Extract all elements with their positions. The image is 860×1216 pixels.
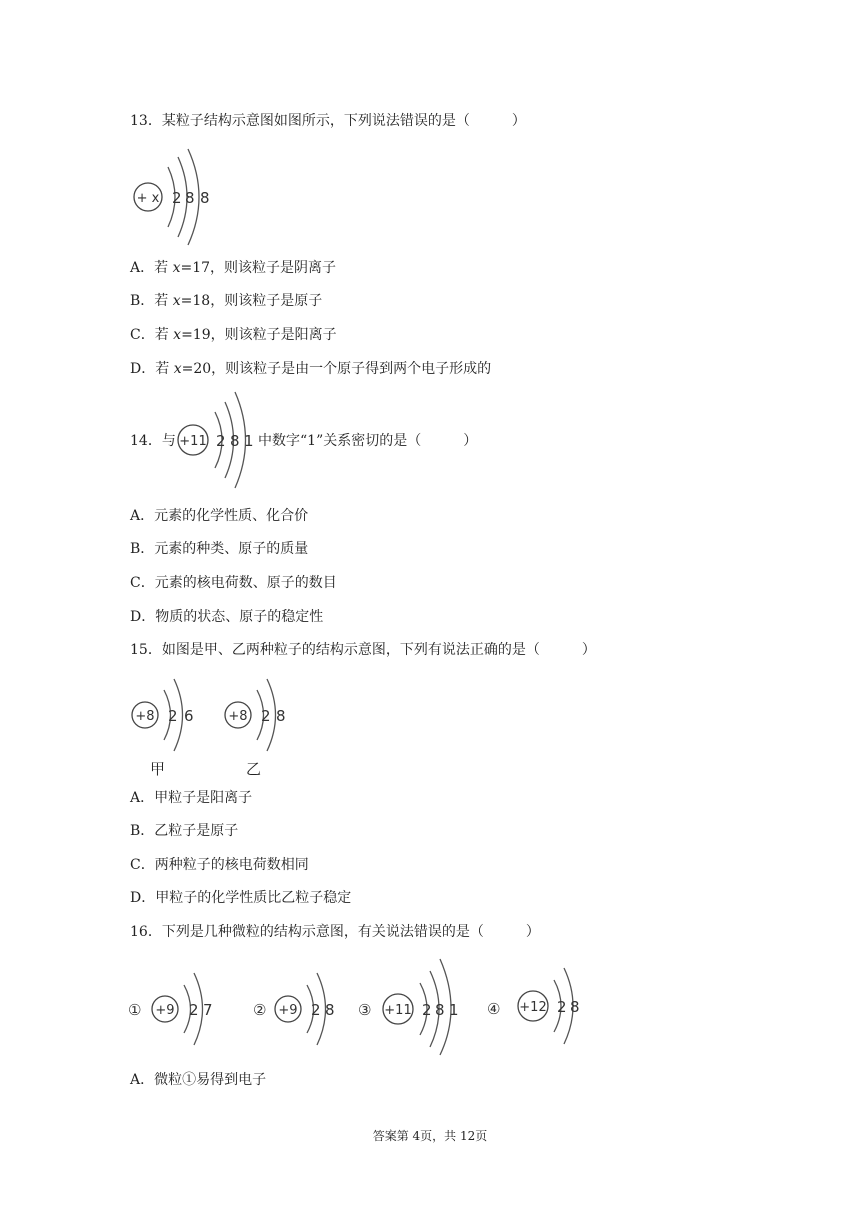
q16-shell-2-2: 8 — [325, 1001, 335, 1019]
q13-nucleus: + x — [136, 191, 160, 206]
q16-stem: 16．下列是几种微粒的结构示意图，有关说法错误的是（ ） — [130, 924, 540, 940]
q15-jia-shell-1: 2 — [168, 707, 178, 725]
q16-shell-4-1: 2 — [557, 998, 567, 1016]
q16-nucleus-3: +11 — [384, 1003, 412, 1018]
q15-jia-nucleus: +8 — [135, 709, 155, 724]
q14-option-d: D．物质的状态、原子的稳定性 — [130, 609, 324, 625]
q13-shell-1: 2 — [172, 189, 182, 207]
q16-shell-4-2: 8 — [570, 998, 580, 1016]
q13-option-b: B．若 x=18，则该粒子是原子 — [130, 293, 323, 309]
q13-option-c: C．若 x=19，则该粒子是阳离子 — [130, 327, 337, 343]
q15-yi-shell-1: 2 — [261, 707, 271, 725]
q16-shell-2-1: 2 — [311, 1001, 321, 1019]
q13-shell-3: 8 — [200, 189, 210, 207]
q15-stem: 15．如图是甲、乙两种粒子的结构示意图，下列有说法正确的是（ ） — [130, 642, 596, 658]
q16-shell-1-1: 2 — [189, 1001, 199, 1019]
q15-caption-jia: 甲 — [150, 760, 166, 778]
q14-stem-before: 14．与 — [130, 433, 176, 449]
q16-label-1: ① — [128, 1001, 142, 1019]
q15-option-c: C．两种粒子的核电荷数相同 — [130, 857, 309, 873]
q16-label-4: ④ — [487, 1000, 501, 1018]
q16-option-a: A．微粒①易得到电子 — [130, 1072, 267, 1088]
q14-shell-2: 8 — [230, 432, 240, 450]
q16-diagram-2 — [253, 965, 353, 1051]
q15-yi-shell-2: 8 — [276, 707, 286, 725]
q13-shell-2: 8 — [185, 189, 195, 207]
q16-label-3: ③ — [358, 1001, 372, 1019]
q14-shell-3: 1 — [244, 432, 254, 450]
q16-diagram-1 — [128, 965, 228, 1051]
q13-option-d: D．若 x=20，则该粒子是由一个原子得到两个电子形成的 — [130, 361, 492, 377]
q16-diagram-3 — [358, 955, 468, 1055]
q15-option-a: A．甲粒子是阳离子 — [130, 790, 253, 806]
q15-jia-shell-2: 6 — [184, 707, 194, 725]
q14-option-c: C．元素的核电荷数、原子的数目 — [130, 575, 337, 591]
q14-stem-after: 中数字“1”关系密切的是（ ） — [258, 433, 478, 449]
q15-caption-yi: 乙 — [246, 760, 262, 778]
q15-atom-diagram-yi — [223, 675, 303, 755]
q15-option-b: B．乙粒子是原子 — [130, 823, 239, 839]
q16-nucleus-2: +9 — [278, 1003, 298, 1018]
q16-label-2: ② — [253, 1001, 267, 1019]
q14-option-a: A．元素的化学性质、化合价 — [130, 508, 309, 524]
q14-atom-diagram — [175, 390, 260, 490]
q16-nucleus-4: +12 — [519, 1000, 547, 1015]
q13-atom-diagram — [130, 145, 220, 245]
q13-option-a: A．若 x=17，则该粒子是阴离子 — [130, 260, 337, 276]
q16-shell-1-2: 7 — [203, 1001, 213, 1019]
q14-nucleus: +11 — [179, 434, 207, 449]
q15-yi-nucleus: +8 — [228, 709, 248, 724]
q14-option-b: B．元素的种类、原子的质量 — [130, 541, 309, 557]
q13-stem: 13．某粒子结构示意图如图所示，下列说法错误的是（ ） — [130, 113, 526, 129]
q16-shell-3-2: 8 — [435, 1001, 445, 1019]
q15-atom-diagram-jia — [130, 675, 210, 755]
q16-diagram-4 — [487, 962, 587, 1052]
q16-shell-3-3: 1 — [449, 1001, 459, 1019]
page-footer: 答案第 4页，共 12页 — [372, 1129, 488, 1143]
q16-shell-3-1: 2 — [422, 1001, 432, 1019]
q15-option-d: D．甲粒子的化学性质比乙粒子稳定 — [130, 890, 352, 906]
q14-shell-1: 2 — [216, 432, 226, 450]
q16-nucleus-1: +9 — [155, 1003, 175, 1018]
